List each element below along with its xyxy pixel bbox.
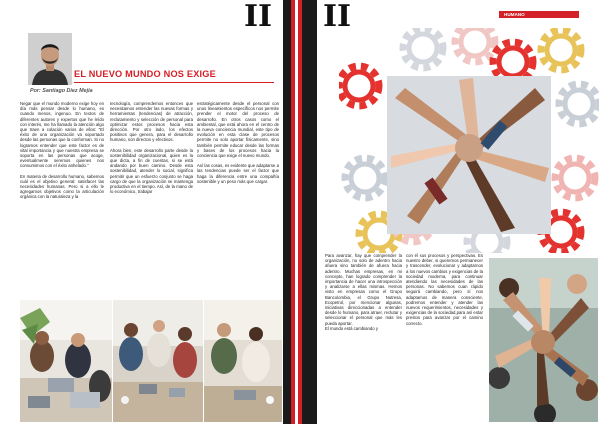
left-column-3 <box>197 101 279 189</box>
right-column-2 <box>406 253 483 331</box>
paragraph: Ahora bien, este desarrollo parte desde la sostenibilidad organizacional, quien es la que dicta, a fin de cuentas, si se está andando por buen camino. Desde esta sostenibilidad, atender lo social, significa permitir que un esfuerzo conjunto se haga cargo de que la organización se mantenga productiva en el tiempo. Así, de la mano de lo económico, trabajar <box>110 147 193 195</box>
paragraph: En materia de desarrollo humano, sabemos cuál es el objetivo general: satisfacer las necesidades humanas. Pero si a ello le agregamos objetivos como la articulación orgánica con la naturaleza y la <box>20 173 104 200</box>
photo-team-meeting <box>113 300 203 422</box>
author-byline: Por: Santiago Diez Mejía <box>30 88 93 94</box>
author-portrait <box>28 33 72 85</box>
photo-colleagues <box>204 300 282 422</box>
page-mark-right: II <box>323 0 352 34</box>
article-title: EL NUEVO MUNDO NOS EXIGE <box>74 69 216 79</box>
photo-office-laptops <box>20 300 112 422</box>
paragraph: Para avanzar, hay que comprender la organización, no solo de adentro hacia afuera sino también de afuera hacia adentro. Muchas empresas, en mi concepto, han logrado comprender la importancia de hacer una introspección y analizarse a ellas mismas. Hemos visto en empresas como el Grupo Bancolombia, el Grupo Nutresa, Ecopetrol, por mencionar algunas, iniciativas direccionadas a entender desde lo humano, para atraer, reclutar y seleccionar el personal que más les pueda aportar. <box>325 253 402 326</box>
spine-black-left <box>283 0 291 424</box>
page-mark-left: II <box>244 0 273 34</box>
right-column-1 <box>325 253 402 336</box>
paragraph: con él sus procesos y perspectivas. Es nuestro deber, si queremos permanecer y trascender, evolucionar y adaptarnos a los nuevos cambios y exigencias de la sociedad moderna, para continuar atendiendo las necesidades de las personas. No sabemos cuan rápido seguirá cambiando, pero sí nos adaptamos de manera consciente, podremos entender y atender las nuevos requerimientos, necesidades y exigencias de la sociedad,para así estar prestos para avanzar por el camino correcto. <box>406 253 483 326</box>
paragraph: tecnología, comprendemos entonces que necesitamos entender las nuevas formas y herramientas (tendencias) de atracción, reclutamiento y selección de personal para optimizar estos procesos hacia esta dirección. Por otro lado, los efectos positivos que genera, para el desarrollo humano, son directos y efectivos. <box>110 101 193 143</box>
right-page <box>317 0 600 424</box>
left-page <box>0 0 283 424</box>
gears-hands-illustration <box>339 28 599 253</box>
paragraph: El mundo está cambiando y <box>325 325 379 331</box>
photo-hands-together <box>489 258 598 422</box>
left-column-2 <box>110 101 193 199</box>
spine-black-right <box>302 0 317 424</box>
left-column-1 <box>20 101 104 205</box>
paragraph: estratégicamente desde el personal con unos lineamientos específicos nos permite prender el motor del proceso de desarrollo. En otros casos como el ambiental, que está ahora en el centro de la nueva conciencia mundial, este tipo de evolución en esta clase de procesos permite no solo aportar físicamente, sino también permite educar desde las formas y bases de los procesos hacia la conciencia que exige el nuevo mundo. <box>197 101 279 159</box>
section-tag-humano: HUMANO <box>499 11 579 18</box>
paragraph: Negar que el mundo moderno exige hoy en día más pensar desde lo humano, es cuando menos, ingenuo. En textos de diferentes autores y expertos que he leído con interés, me ha llamado la atención algo que traen a colación varios de ellos: "El éxito de una organización va soportado desde las personas que la conforman. Si no logramos entender que este factor es de vital importancia y que nuestra empresa se soporta en las personas que acoge, eventualmente seremos quienes nos consumimos con el éxito anhelado." <box>20 101 104 169</box>
title-underline <box>74 82 274 83</box>
paragraph: Así las cosas, es evidente que adaptarse a las tendencias puede ser el factor que haga la diferencia entre una compañía sostenible y un peso más que cargar. <box>197 163 279 184</box>
